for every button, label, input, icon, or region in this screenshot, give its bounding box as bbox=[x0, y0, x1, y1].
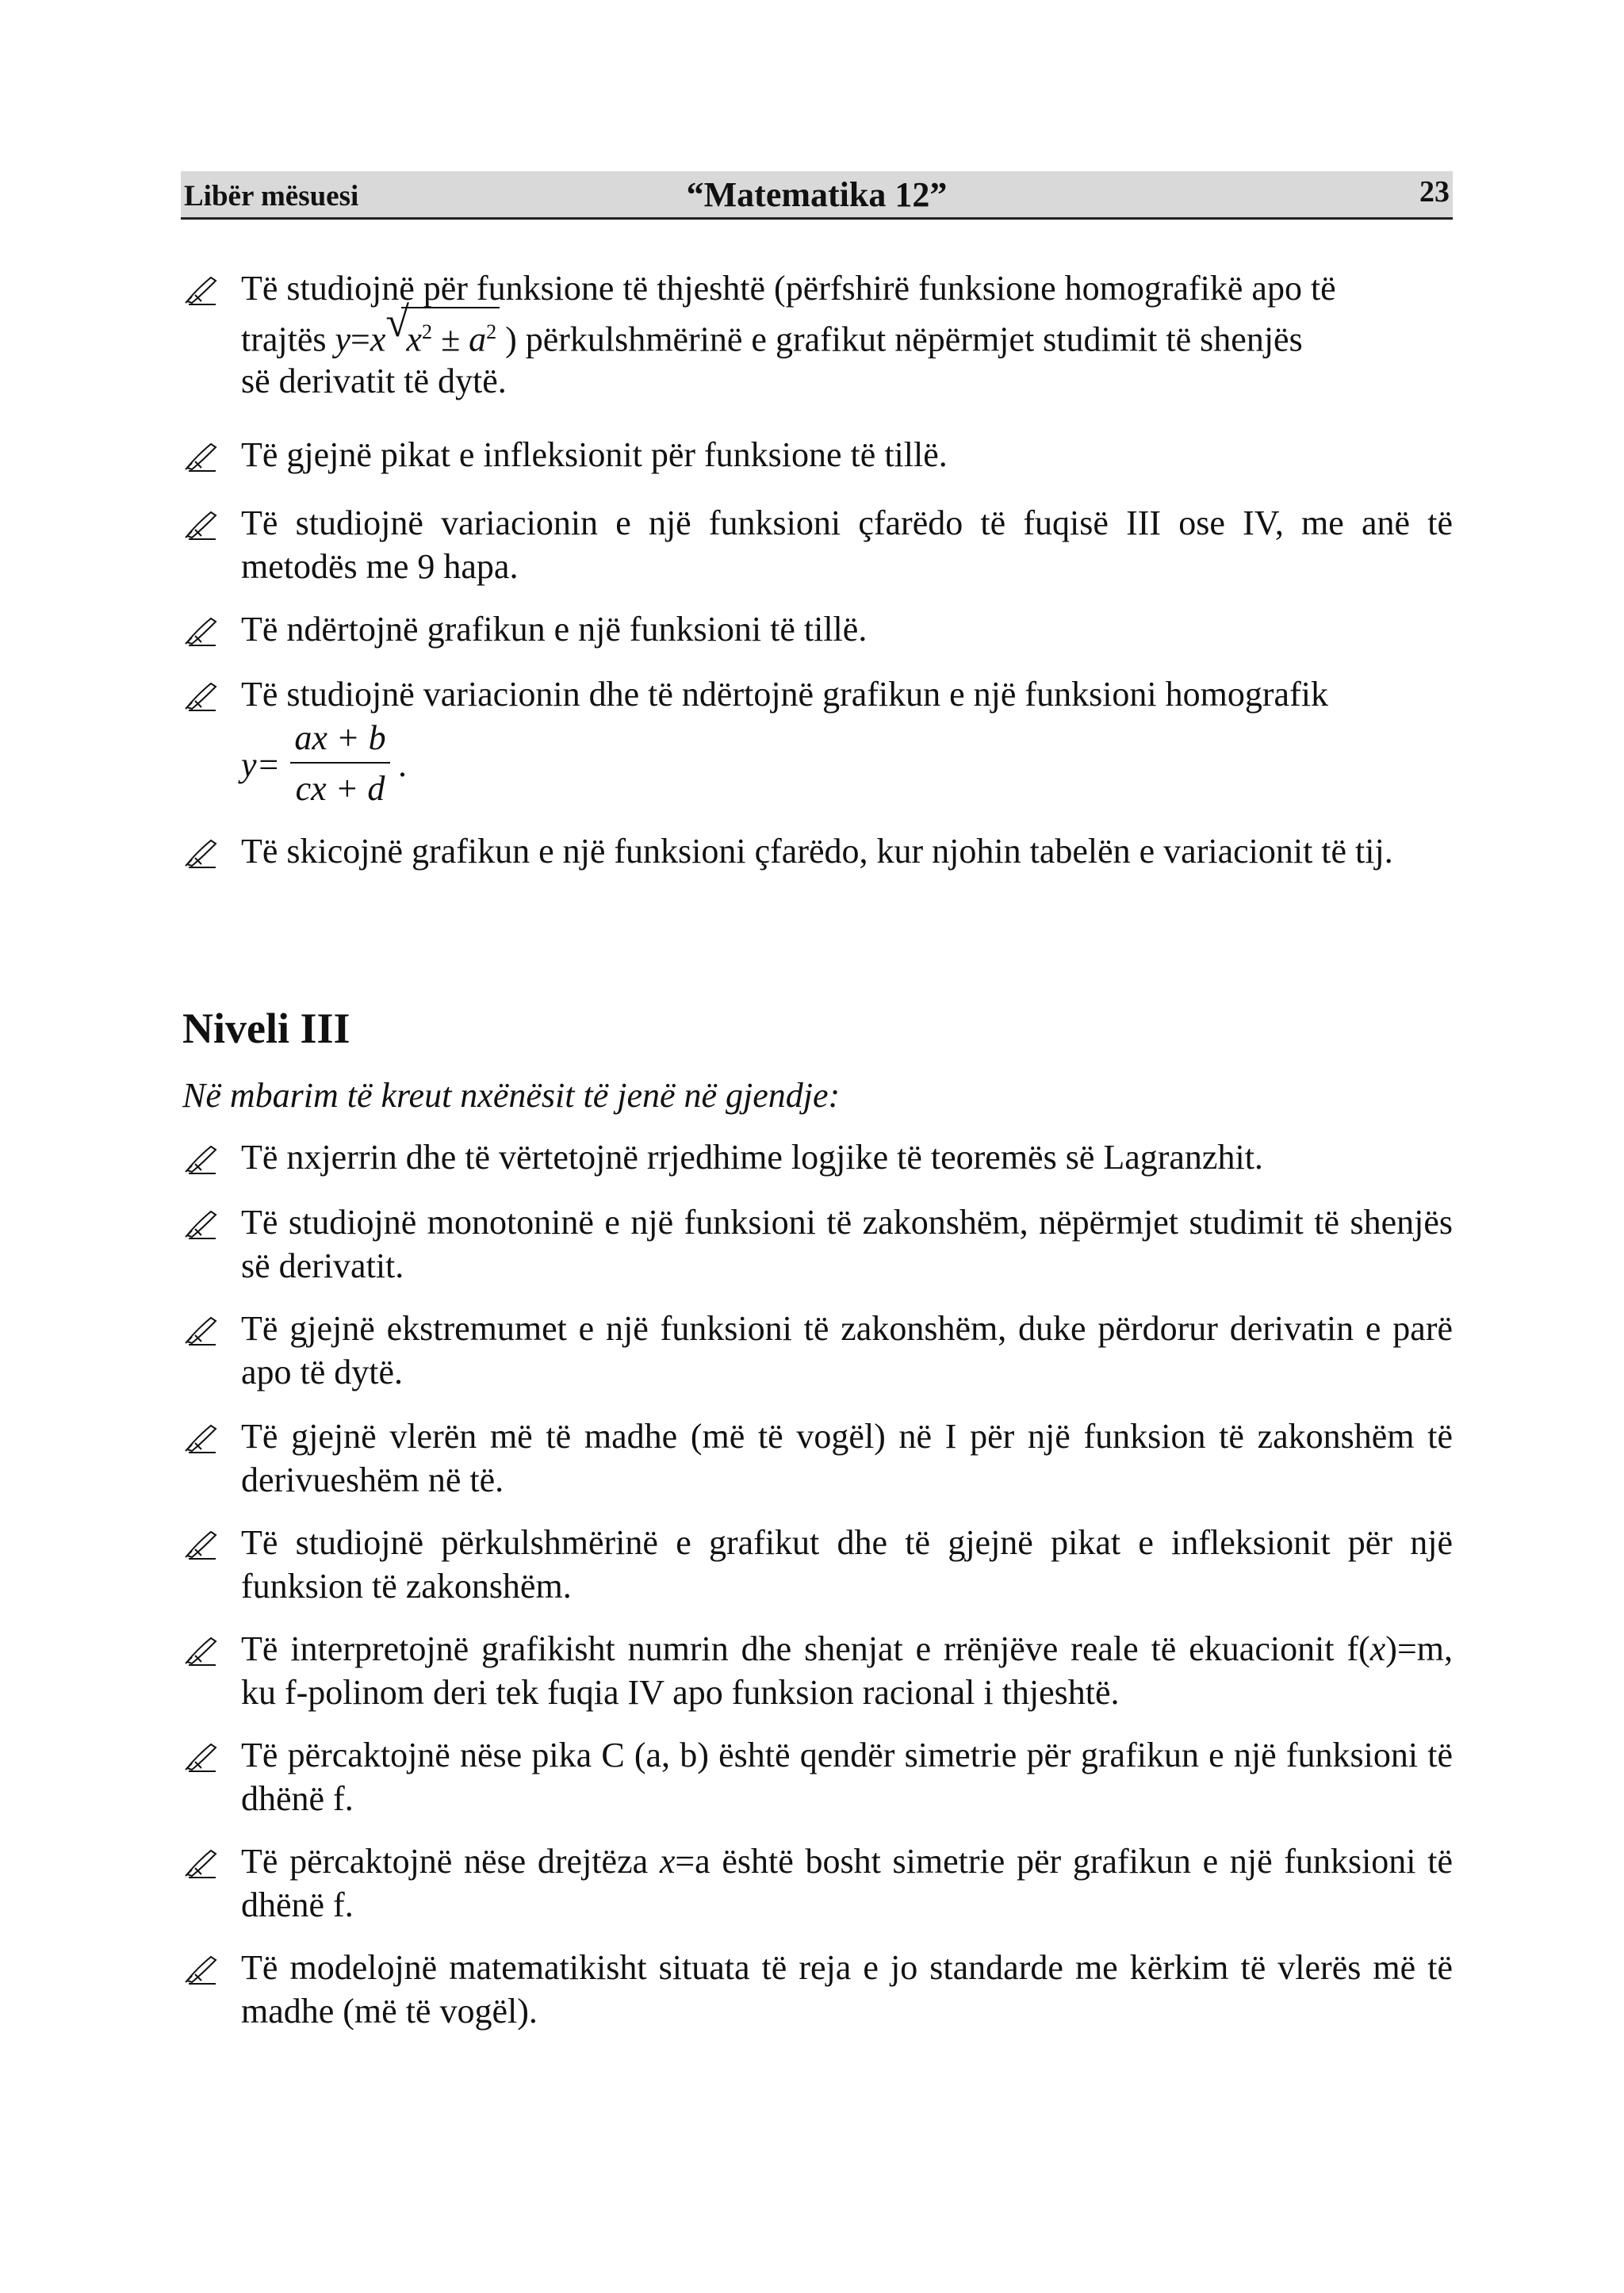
objective-text: Të gjejnë pikat e infleksionit për funksione të tillë. bbox=[241, 435, 948, 474]
radicand-term: ± a bbox=[431, 320, 487, 359]
objective-item bbox=[181, 1135, 1453, 1179]
objective-text: trajtës bbox=[241, 320, 335, 359]
objective-item bbox=[181, 1627, 1453, 1714]
writing-hand-icon bbox=[184, 1847, 219, 1879]
writing-hand-icon bbox=[184, 274, 219, 306]
objective-item bbox=[181, 672, 1453, 821]
fraction-numerator: ax + b bbox=[294, 718, 386, 757]
writing-hand-icon bbox=[184, 837, 219, 869]
objective-text: Të studiojnë për funksione të thjeshtë (përfshirë funksione homografikë apo të bbox=[241, 269, 1336, 308]
section-subtitle: Në mbarim të kreut nxënësit të jenë në gjendje: bbox=[182, 1076, 841, 1115]
fraction-period: . bbox=[398, 745, 407, 784]
math-equals: = bbox=[350, 320, 370, 359]
writing-hand-icon bbox=[184, 1315, 219, 1346]
writing-hand-icon bbox=[184, 1741, 219, 1773]
math-var: x bbox=[659, 1842, 676, 1881]
writing-hand-icon bbox=[184, 680, 219, 712]
writing-hand-icon bbox=[184, 1954, 219, 1985]
objective-text: Të studiojnë monotoninë e një funksioni të zakonshëm, nëpërmjet studimit të shenjës së derivatit. bbox=[241, 1203, 1453, 1285]
header-book-type: Libër mësuesi bbox=[184, 180, 359, 212]
fraction-lhs: y= bbox=[241, 745, 281, 784]
objective-item bbox=[181, 1200, 1453, 1288]
objective-text bbox=[241, 1627, 1453, 1714]
formula-line bbox=[241, 298, 1453, 359]
writing-hand-icon bbox=[184, 509, 219, 541]
fraction-denominator: cx + d bbox=[295, 769, 385, 808]
objective-item bbox=[181, 433, 1453, 477]
objective-text: së derivatit të dytë. bbox=[241, 362, 507, 400]
writing-hand-icon bbox=[184, 1635, 219, 1667]
objective-text: ) përkulshmërinë e grafikut nëpërmjet studimit të shenjës bbox=[496, 320, 1303, 359]
objective-text: Të ndërtojnë grafikun e një funksioni të tillë. bbox=[241, 610, 868, 649]
objective-item bbox=[181, 1946, 1453, 2033]
text-run: )=m, ku f-polinom deri tek fuqia IV apo funksion racional i thjeshtë. bbox=[241, 1629, 1453, 1712]
writing-hand-icon bbox=[184, 1143, 219, 1175]
objective-item bbox=[181, 829, 1453, 873]
objective-item bbox=[181, 1733, 1453, 1820]
objective-item bbox=[181, 501, 1453, 588]
math-var: y bbox=[335, 320, 351, 359]
fraction-formula bbox=[181, 718, 1453, 821]
radicand: x bbox=[406, 320, 422, 359]
math-var: x bbox=[370, 320, 386, 359]
objective-text: Të studiojnë variacionin e një funksioni çfarëdo të fuqisë III ose IV, me anë të metodës me 9 hapa. bbox=[241, 503, 1453, 586]
objective-text: Të gjejnë ekstremumet e një funksioni të zakonshëm, duke përdorur derivatin e parë apo të dytë. bbox=[241, 1309, 1453, 1391]
objective-text bbox=[241, 1839, 1453, 1927]
writing-hand-icon bbox=[184, 1529, 219, 1560]
objective-text: Të studiojnë variacionin dhe të ndërtojnë grafikun e një funksioni homografik bbox=[241, 675, 1328, 714]
objective-item bbox=[181, 1307, 1453, 1394]
objective-item bbox=[181, 1521, 1453, 1608]
math-var: x bbox=[1369, 1629, 1386, 1668]
objective-text: Të gjejnë vlerën më të madhe (më të vogël) në I për një funksion të zakonshëm të derivueshëm në të. bbox=[241, 1417, 1453, 1499]
writing-hand-icon bbox=[184, 1422, 219, 1454]
square-root: √ $x^2 \pm a^2$ bbox=[385, 310, 496, 362]
objective-text: Të nxjerrin dhe të vërtetojnë rrjedhime logjike të teoremës së Lagranzhit. bbox=[241, 1138, 1263, 1177]
header-title: “Matematika 12” bbox=[686, 175, 948, 214]
objective-text: Të përcaktojnë nëse pika C (a, b) është qendër simetrie për grafikun e një funksioni të dhënë f. bbox=[241, 1736, 1453, 1818]
text-run: Të interpretojnë grafikisht numrin dhe shenjat e rrënjëve reale të ekuacionit f( bbox=[241, 1629, 1370, 1668]
objective-item bbox=[181, 266, 1453, 403]
objective-item bbox=[181, 1414, 1453, 1502]
running-header bbox=[181, 171, 1453, 220]
objective-text: Të skicojnë grafikun e një funksioni çfarëdo, kur njohin tabelën e variacionit të tij. bbox=[241, 832, 1393, 871]
writing-hand-icon bbox=[184, 1208, 219, 1240]
page-number: 23 bbox=[1419, 175, 1450, 209]
writing-hand-icon bbox=[184, 441, 219, 473]
text-run: =a është bosht simetrie për grafikun e një funksioni të dhënë f. bbox=[241, 1842, 1453, 1924]
section-title: Niveli III bbox=[182, 1005, 350, 1052]
writing-hand-icon bbox=[184, 615, 219, 647]
objective-item bbox=[181, 607, 1453, 651]
text-run: Të përcaktojnë nëse drejtëza bbox=[241, 1842, 660, 1881]
objective-item bbox=[181, 1839, 1453, 1927]
objective-text: Të studiojnë përkulshmërinë e grafikut dhe të gjejnë pikat e infleksionit për një funksion të zakonshëm. bbox=[241, 1523, 1453, 1606]
fraction-bar bbox=[290, 762, 390, 764]
radical-sign-icon: √ bbox=[385, 298, 410, 346]
objective-text: Të modelojnë matematikisht situata të reja e jo standarde me kërkim të vlerës më të madhe (më të vogël). bbox=[241, 1948, 1453, 2031]
